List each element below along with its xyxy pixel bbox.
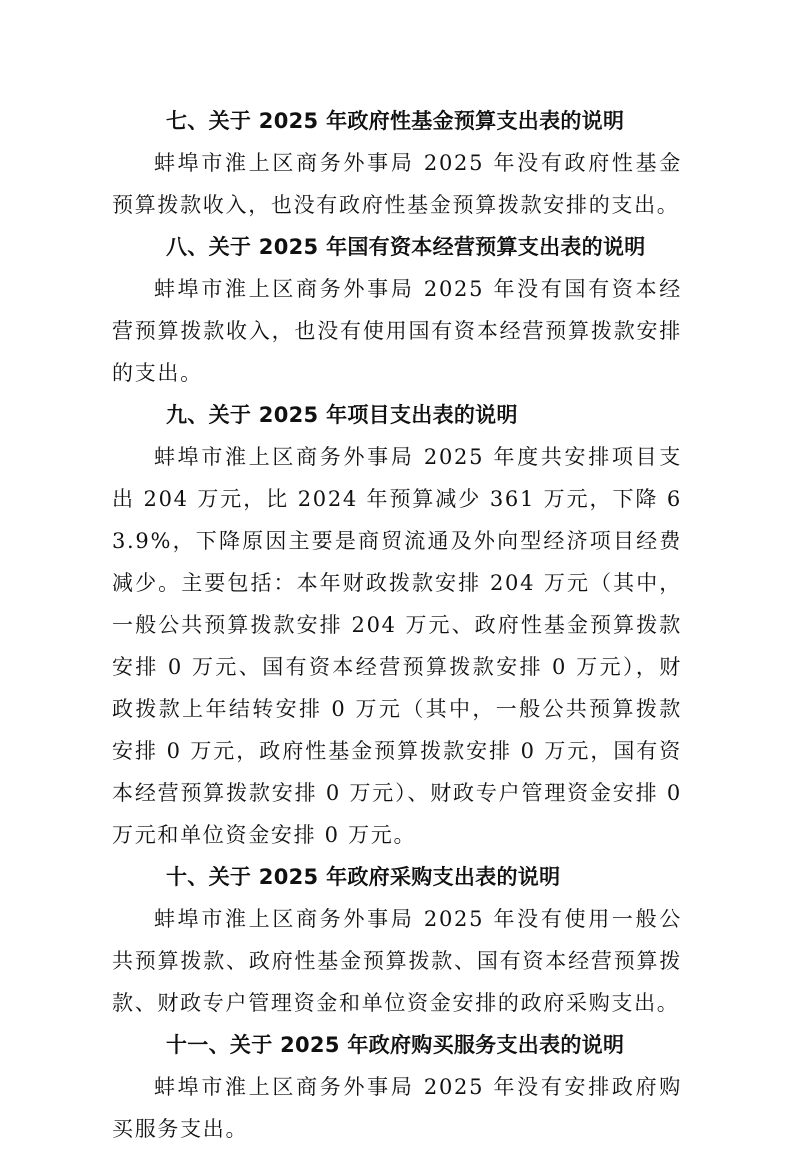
section-7-paragraph: 蚌埠市淮上区商务外事局 2025 年没有政府性基金预算拨款收入，也没有政府性基金预算拨款安排的支出。 bbox=[112, 151, 682, 217]
document-body bbox=[112, 100, 682, 1150]
section-10-paragraph: 蚌埠市淮上区商务外事局 2025 年没有使用一般公共预算拨款、政府性基金预算拨款、国有资本经营预算拨款、财政专户管理资金和单位资金安排的政府采购支出。 bbox=[112, 907, 682, 1015]
section-11-heading: 十一、关于 2025 年政府购买服务支出表的说明 bbox=[166, 1033, 625, 1057]
section-9-heading: 九、关于 2025 年项目支出表的说明 bbox=[166, 403, 518, 427]
section-8-paragraph: 蚌埠市淮上区商务外事局 2025 年没有国有资本经营预算拨款收入，也没有使用国有资本经营预算拨款安排的支出。 bbox=[112, 277, 682, 385]
section-9-paragraph: 蚌埠市淮上区商务外事局 2025 年度共安排项目支出 204 万元，比 2024 年预算减少 361 万元，下降 63.9%，下降原因主要是商贸流通及外向型经济项目经费减少。主要包括：本年财政拨款安排 204 万元（其中，一般公共预算拨款安排 204 万元、政府性基金预算拨款安排 0 万元、国有资本经营预算拨款安排 0 万元），财政拨款上年结转安排 0 万元（其中，一般公共预算拨款安排 0 万元，政府性基金预算拨款安排 0 万元，国有资本经营预算拨款安排 0 万元）、财政专户管理资金安排 0 万元和单位资金安排 0 万元。 bbox=[112, 445, 682, 847]
section-8-heading: 八、关于 2025 年国有资本经营预算支出表的说明 bbox=[166, 235, 646, 259]
section-7-heading: 七、关于 2025 年政府性基金预算支出表的说明 bbox=[166, 109, 625, 133]
section-11-paragraph: 蚌埠市淮上区商务外事局 2025 年没有安排政府购买服务支出。 bbox=[112, 1075, 682, 1141]
section-10-heading: 十、关于 2025 年政府采购支出表的说明 bbox=[166, 865, 561, 889]
